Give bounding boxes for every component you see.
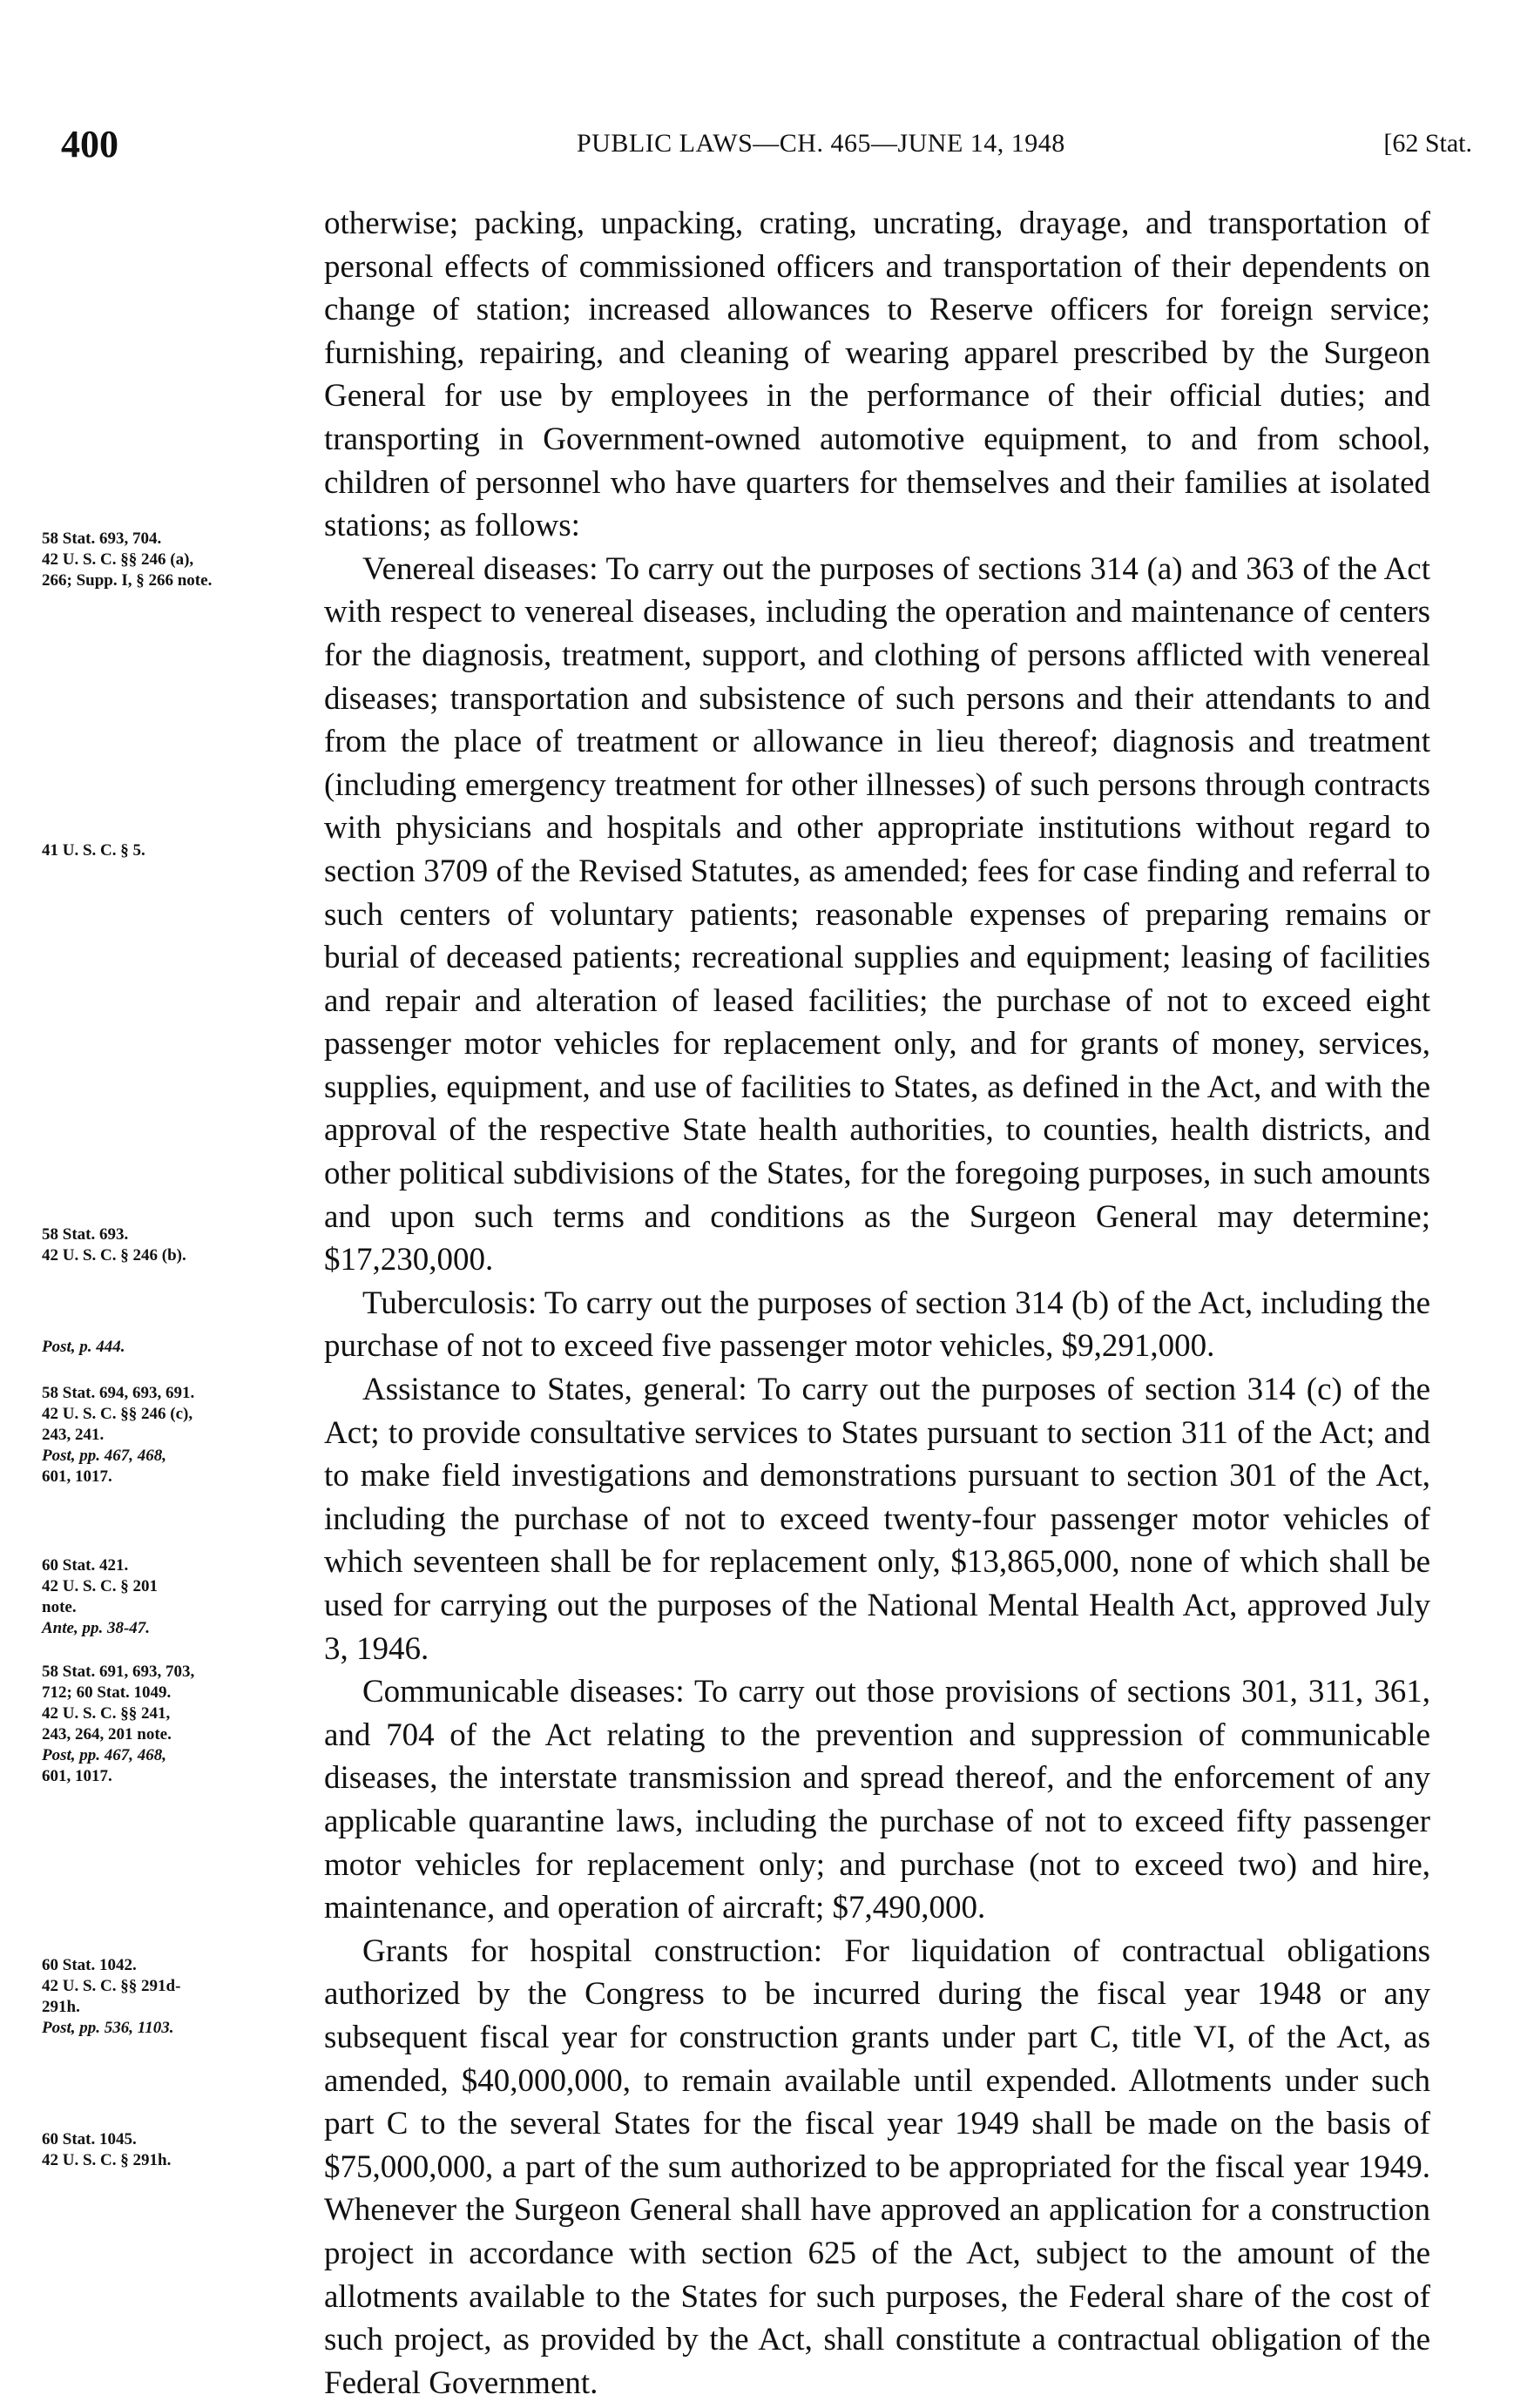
- margin-note-line: 60 Stat. 1045.: [42, 2130, 137, 2148]
- margin-note-line: 60 Stat. 421.: [42, 1556, 129, 1575]
- margin-note-line: 42 U. S. C. §§ 246 (c),: [42, 1405, 193, 1423]
- margin-note-line: 243, 241.: [42, 1426, 105, 1444]
- margin-note-line: 42 U. S. C. § 291h.: [42, 2151, 172, 2169]
- paragraph-communicable-diseases: Communicable diseases: To carry out those provisions of sections 301, 311, 361, and 704 of the Act relating to the prevention and suppression of communicable diseases, the interstate transmission and spread thereof, and the enforcement of any applicable quarantine laws, including the purchase of not to exceed fifty passenger motor vehicles for replacement only; and purchase (not to exceed two) and hire, maintenance, and operation of aircraft; $7,490,000.: [324, 1674, 1430, 1926]
- margin-note-line: Post, pp. 536, 1103.: [42, 2019, 174, 2037]
- running-head: PUBLIC LAWS—CH. 465—JUNE 14, 1948: [577, 129, 1065, 158]
- paragraph-venereal-diseases: Venereal diseases: To carry out the purposes of sections 314 (a) and 363 of the Act with respect to venereal diseases, including the operation and maintenance of centers for the diagnosis, treatment, support, and clothing of persons afflicted with venereal diseases; transportation and subsistence of such persons and their attendants to and from the place of treatment or allowance in lieu thereof; diagnosis and treatment (including emergency treatment for other illnesses) of such persons through contracts with physicians and hospitals and other appropriate institutions without regard to section 3709 of the Revised Statutes, as amended; fees for case finding and referral to such centers of voluntary patients; reasonable expenses of preparing remains or burial of deceased patients; recreational supplies and equipment; leasing of facilities and repair and alteration of leased facilities; the purchase of not to exceed eight passenger motor vehicles for replacement only, and for grants of money, services, supplies, equipment, and use of facilities to States, as defined in the Act, and with the approval of the respective State health authorities, to counties, health districts, and other political subdivisions of the States, for the foregoing purposes, in such amounts and upon such terms and conditions as the Surgeon General may determine; $17,230,000.: [324, 550, 1430, 1278]
- margin-note-line: 42 U. S. C. §§ 291d-: [42, 1977, 181, 1995]
- margin-note-line: 266; Supp. I, § 266 note.: [42, 571, 213, 590]
- margin-note-line: 41 U. S. C. § 5.: [42, 841, 145, 860]
- body-text: [324, 202, 1430, 2405]
- margin-note-line: 58 Stat. 691, 693, 703,: [42, 1663, 195, 1681]
- margin-note: [42, 1337, 321, 1358]
- margin-note-line: 291h.: [42, 1998, 80, 2016]
- margin-note-line: 42 U. S. C. § 246 (b).: [42, 1246, 186, 1265]
- margin-note-line: note.: [42, 1598, 77, 1616]
- margin-notes: [42, 0, 321, 2408]
- margin-note: [42, 1555, 321, 1639]
- page-number: 400: [61, 123, 118, 165]
- margin-note: [42, 1955, 321, 2039]
- margin-note: [42, 1383, 321, 1487]
- margin-note: [42, 2129, 321, 2171]
- margin-note-line: Ante, pp. 38-47.: [42, 1619, 151, 1637]
- paragraph-continuation: otherwise; packing, unpacking, crating, uncrating, drayage, and transportation of personal effects of commissioned officers and transportation of their dependents on change of station; increased allowances to Reserve officers for foreign service; furnishing, repairing, and cleaning of wearing apparel prescribed by the Surgeon General for use by employees in the performance of their official duties; and transporting in Government-owned automotive equipment, to and from school, children of personnel who have quarters for themselves and their families at isolated stations; as follows:: [324, 206, 1430, 544]
- margin-note-line: 58 Stat. 694, 693, 691.: [42, 1384, 195, 1402]
- margin-note: [42, 840, 321, 861]
- paragraph-tuberculosis: Tuberculosis: To carry out the purposes of section 314 (b) of the Act, including the purchase of not to exceed five passenger motor vehicles, $9,291,000.: [324, 1285, 1430, 1365]
- statute-reference: [62 Stat.: [1383, 129, 1472, 158]
- margin-note-line: 601, 1017.: [42, 1467, 112, 1486]
- margin-note-line: 58 Stat. 693.: [42, 1225, 129, 1244]
- margin-note-line: Post, pp. 467, 468,: [42, 1746, 167, 1764]
- paragraph-hospital-construction: Grants for hospital construction: For liquidation of contractual obligations authorized by the Congress to be incurred during the fiscal year 1948 or any subsequent fiscal year for construction grants under part C, title VI, of the Act, as amended, $40,000,000, to remain available until expended. Allotments under such part C to the several States for the fiscal year 1949 shall be made on the basis of $75,000,000, a part of the sum authorized to be appropriated for the fiscal year 1949. Whenever the Surgeon General shall have approved an application for a construction project in accordance with section 625 of the Act, subject to the amount of the allotments available to the States for such purposes, the Federal share of the cost of such project, as provided by the Act, shall constitute a contractual obligation of the Federal Government.: [324, 1932, 1430, 2401]
- margin-note-line: 42 U. S. C. §§ 241,: [42, 1704, 171, 1723]
- margin-note-line: Post, p. 444.: [42, 1338, 125, 1356]
- margin-note: [42, 529, 321, 591]
- margin-note: [42, 1224, 321, 1266]
- paragraph-assistance-to-states: Assistance to States, general: To carry out the purposes of section 314 (c) of the Act; to provide consultative services to States pursuant to section 311 of the Act; and to make field investigations and demonstrations pursuant to section 301 of the Act, including the purchase of not to exceed twenty-four passenger motor vehicles of which seventeen shall be for replacement only, $13,865,000, none of which shall be used for carrying out the purposes of the National Mental Health Act, approved July 3, 1946.: [324, 1372, 1430, 1667]
- margin-note-line: 42 U. S. C. § 201: [42, 1577, 159, 1595]
- margin-note-line: 243, 264, 201 note.: [42, 1725, 172, 1744]
- margin-note-line: 601, 1017.: [42, 1767, 112, 1785]
- margin-note-line: 712; 60 Stat. 1049.: [42, 1683, 172, 1702]
- margin-note-line: 60 Stat. 1042.: [42, 1956, 137, 1974]
- margin-note-line: 58 Stat. 693, 704.: [42, 529, 162, 548]
- margin-note-line: 42 U. S. C. §§ 246 (a),: [42, 550, 194, 569]
- margin-note: [42, 1662, 321, 1787]
- margin-note-line: Post, pp. 467, 468,: [42, 1447, 167, 1465]
